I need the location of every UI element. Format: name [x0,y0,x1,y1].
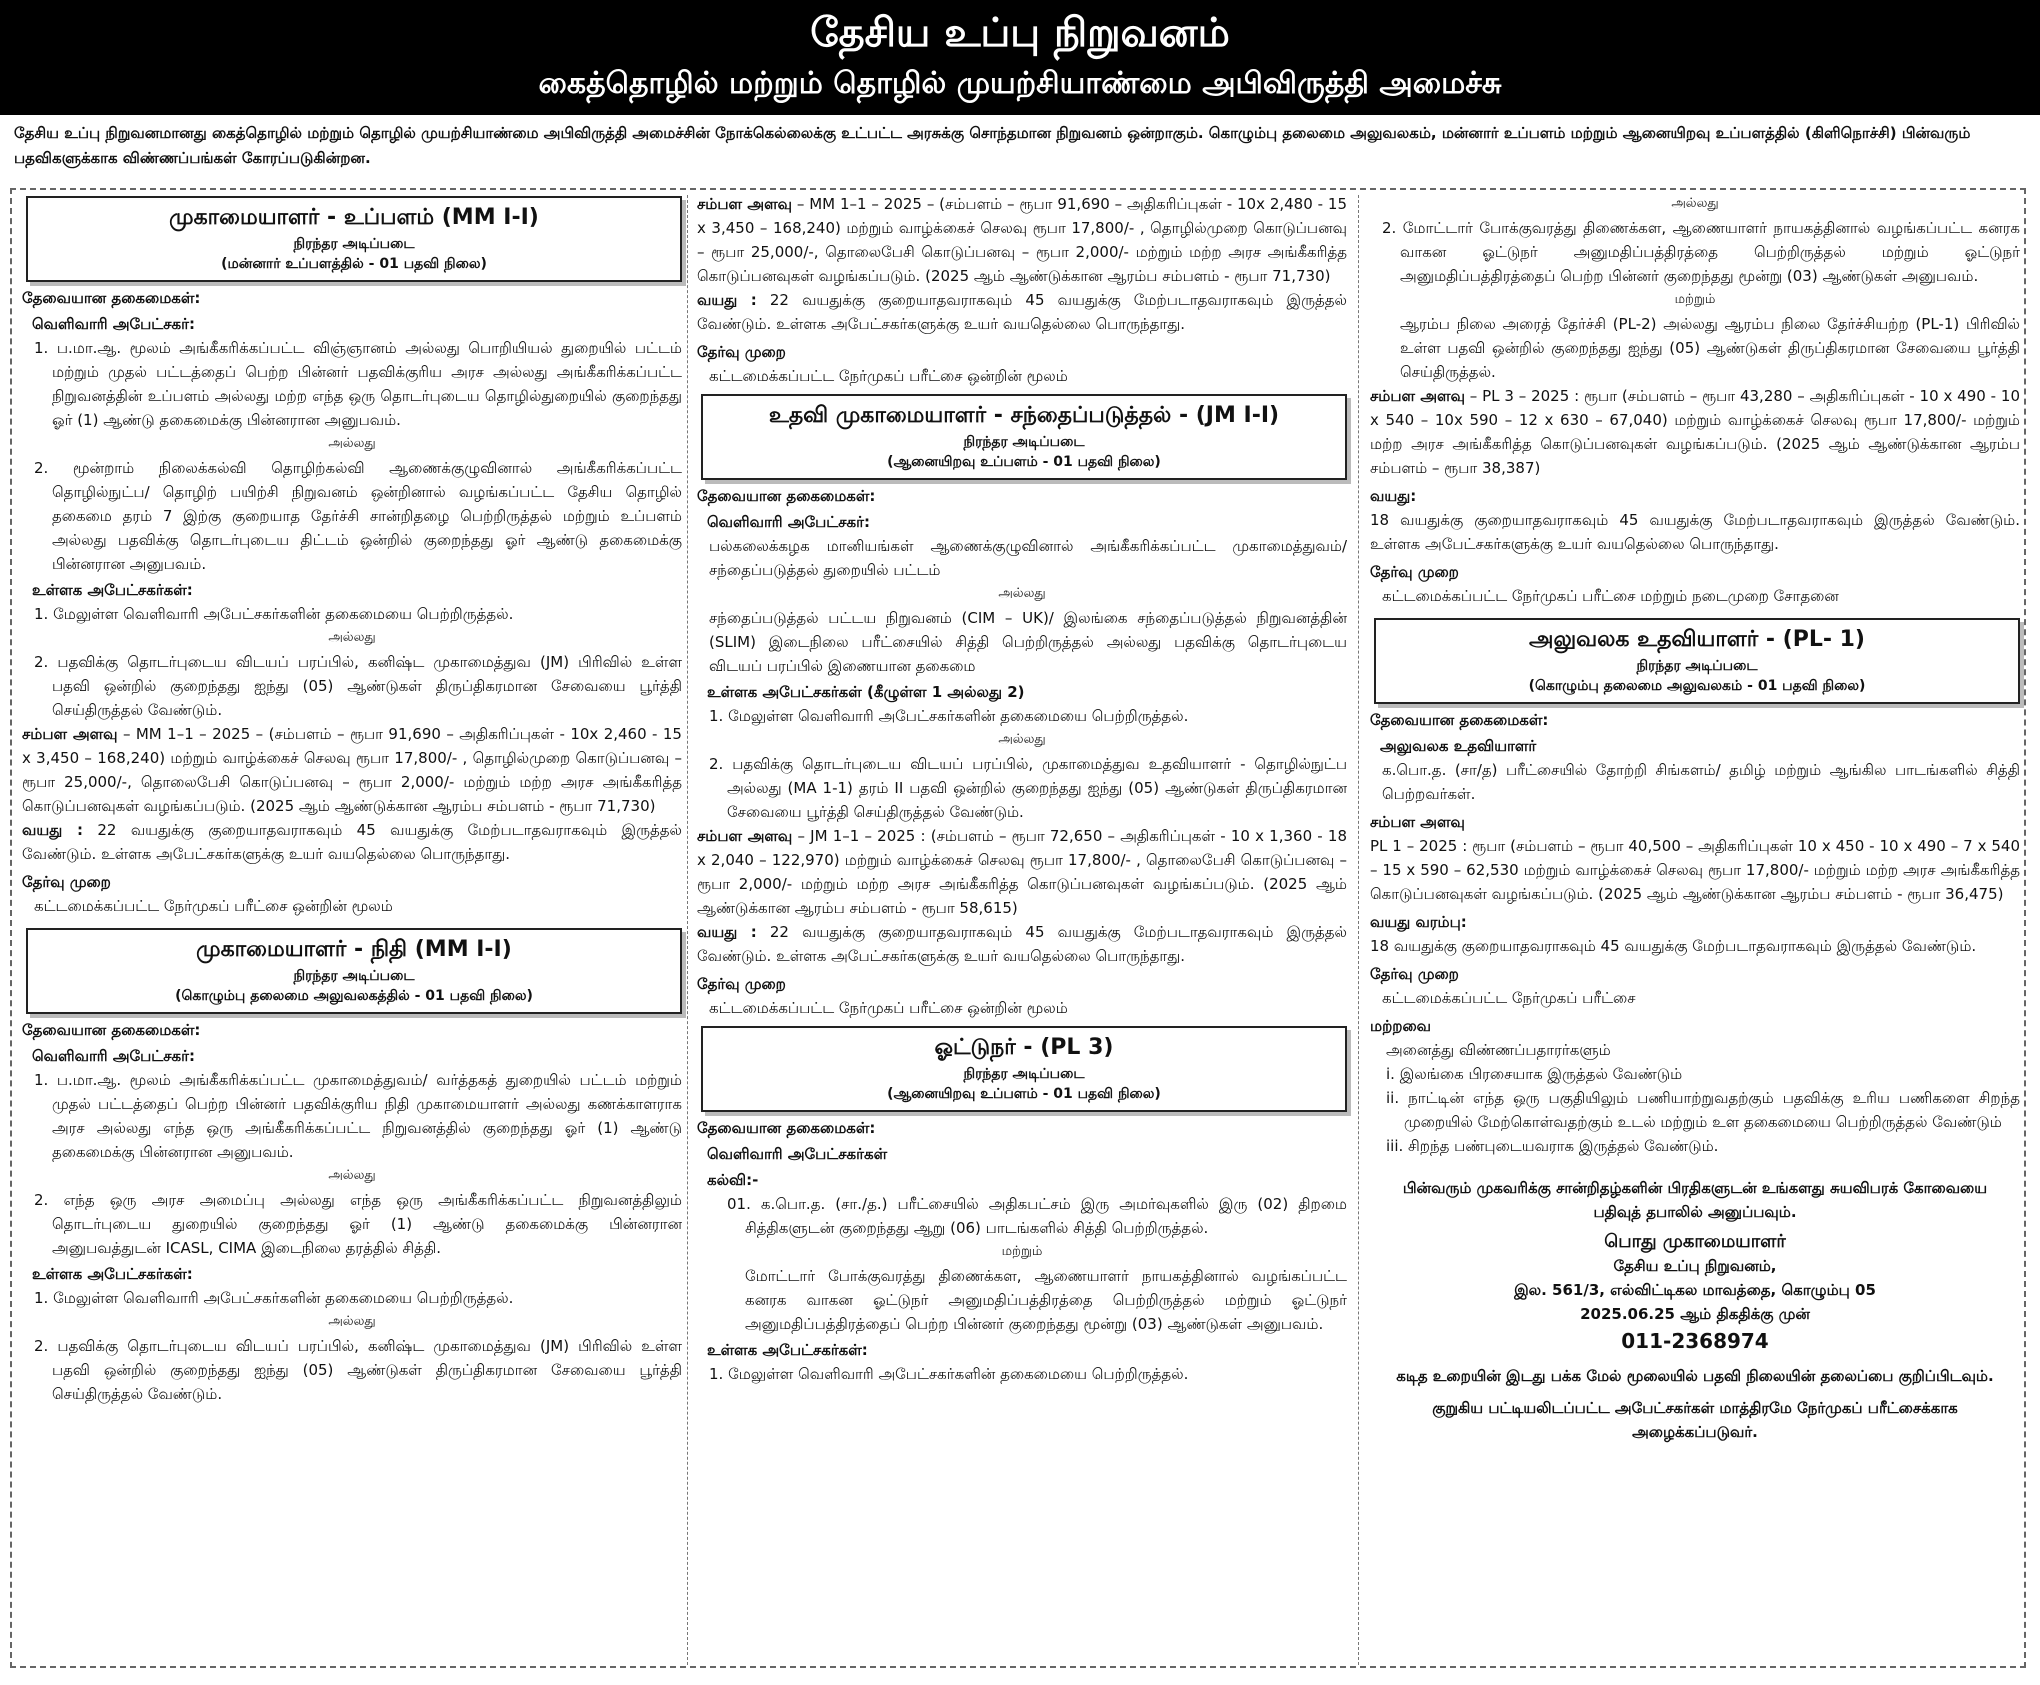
header-banner [0,0,2040,115]
label-office-assistant: அலுவலக உதவியாளர் [1380,737,1537,755]
label-internal: உள்ளக அபேட்சகர்கள்: [32,1265,193,1283]
selection-text: கட்டமைக்கப்பட்ட நேர்முகப் பரீட்சை ஒன்றின் மூலம் [34,897,393,915]
envelope-note: கடித உறையின் இடது பக்க மேல் மூலையில் பதவி நிலையின் தலைப்பை குறிப்பிடவும். [1396,1367,1994,1385]
label-required: தேவையான தகைமைகள்: [697,487,876,505]
or-text: அல்லது [328,630,376,645]
label-salary: சம்பள அளவு [22,725,118,743]
selection-text: கட்டமைக்கப்பட்ட நேர்முகப் பரீட்சை [1382,989,1636,1007]
qualification-item: 2. பதவிக்கு தொடர்புடைய விடயப் பரப்பில், கனிஷ்ட முகாமைத்துவ (JM) பிரிவில் உள்ள பதவி ஒன்றில் குறைந்தது ஐந்து (05) ஆண்டுகள் திருப்திகரமான சேவையை பூர்த்தி செய்திருத்தல் வேண்டும். [34,653,682,719]
ministry-title: கைத்தொழில் மற்றும் தொழில் முயற்சியாண்மை அபிவிருத்தி அமைச்சு [538,66,1502,101]
selection-text: கட்டமைக்கப்பட்ட நேர்முகப் பரீட்சை ஒன்றின் மூலம் [709,367,1068,385]
qualification-item: 2. மூன்றாம் நிலைக்கல்வி தொழிற்கல்வி ஆணைக்குழுவினால் அங்கீகரிக்கப்பட்ட தொழில்நுட்ப/ தொழிற் பயிற்சி நிறுவனம் ஒன்றினால் வழங்கப்பட்ட தேசிய தொழில் தகைமை தரம் 7 இற்கு குறையாத தேர்ச்சி சான்றிதழை பெற்றிருத்தல் மற்றும் உப்பளம் அல்லது பதவிக்கு தொடர்புடைய திட்டம் ஒன்றில் குறைந்தது ஓர் ஆண்டு தகைமைக்கு பின்னரான அனுபவம். [34,459,682,573]
and-text: மற்றும் [1674,292,1716,307]
post-box-driver [701,1026,1347,1112]
label-salary: சம்பள அளவு [697,195,792,213]
age-text: 22 வயதுக்கு குறையாதவராகவும் 45 வயதுக்கு மேற்படாதவராகவும் இருத்தல் வேண்டும். உள்ளக அபேட்சகர்களுக்கு உயர் வயதெல்லை பொருந்தாது. [22,821,682,863]
or-text: அல்லது [998,732,1046,747]
qualification-item: 1. மேலுள்ள வெளிவாரி அபேட்சகர்களின் தகைமையை பெற்றிருத்தல். [709,1365,1189,1383]
qualification-item: 1. ப.மா.ஆ. மூலம் அங்கீகரிக்கப்பட்ட முகாமைத்துவம்/ வர்த்தகத் துறையில் பட்டம் மற்றும் முதல் பட்டத்தைப் பெற்ற பின்னர் பதவிக்குரிய நிதி முகாமையாளர் அல்லது கணக்காளராக அரச அல்லது எந்த ஒரு அங்கீகரிக்கப்பட்ட நிறுவனத்தில் குறைந்தது ஓர் (1) ஆண்டு தகைமைக்கு பின்னரான அனுபவம். [34,1071,682,1161]
phone-number: 011-2368974 [1621,1329,1769,1353]
qualification-item: க.பொ.த. (சா/த) பரீட்சையில் தோற்றி சிங்களம்/ தமிழ் மற்றும் ஆங்கில பாடங்களில் சித்தி பெற்றவர்கள். [1382,761,2020,803]
post-basis: நிரந்தர அடிப்படை [293,968,415,984]
post-basis: நிரந்தர அடிப்படை [963,434,1085,450]
qualification-item: 1. மேலுள்ள வெளிவாரி அபேட்சகர்களின் தகைமையை பெற்றிருத்தல். [34,605,514,623]
org-title: தேசிய உப்பு நிறுவனம் [810,10,1230,56]
post-box-office-assistant [1374,618,2020,704]
column-divider [1358,195,1359,1665]
or-text: அல்லது [328,436,376,451]
label-selection: தேர்வு முறை [22,873,111,891]
label-external: வெளிவாரி அபேட்சகர்: [707,513,870,531]
salary-text: – JM 1–1 – 2025 : (சம்பளம் – ரூபா 72,650 – அதிகரிப்புகள் - 10 x 1,360 - 18 x 2,040 – 122,970) மற்றும் வாழ்க்கைச் செலவு ரூபா 17,800/- , தொலைபேசி கொடுப்பனவு – ரூபா 2,000/- மற்றும் மற்ற அரச அங்கீகரித்த கொடுப்பனவுகள் வழங்கப்படும். (2025 ஆம் ஆண்டுக்கான ஆரம்ப சம்பளம் - ரூபா 58,615) [697,827,1347,917]
qualification-item: பல்கலைக்கழக மானியங்கள் ஆணைக்குழுவினால் அங்கீகரிக்கப்பட்ட முகாமைத்துவம்/ சந்தைப்படுத்தல் துறையில் பட்டம் [709,537,1347,579]
address-org: தேசிய உப்பு நிறுவனம், [1613,1257,1777,1275]
column-2 [697,192,1347,1386]
address-title: பொது முகாமையாளர் [1604,1231,1786,1252]
post-location: (ஆனையிறவு உப்பளம் - 01 பதவி நிலை) [887,1086,1161,1102]
label-selection: தேர்வு முறை [697,975,786,993]
post-basis: நிரந்தர அடிப்படை [1636,658,1758,674]
age-text: 22 வயதுக்கு குறையாதவராகவும் 45 வயதுக்கு மேற்படாதவராகவும் இருத்தல் வேண்டும். உள்ளக அபேட்சகர்களுக்கு உயர் வயதெல்லை பொருந்தாது. [697,923,1347,965]
selection-text: கட்டமைக்கப்பட்ட நேர்முகப் பரீட்சை ஒன்றின் மூலம் [709,999,1068,1017]
other-item: iii. சிறந்த பண்புடையவராக இருத்தல் வேண்டும். [1386,1137,1719,1155]
qualification-item: சந்தைப்படுத்தல் பட்டய நிறுவனம் (CIM – UK)/ இலங்கை சந்தைப்படுத்தல் நிறுவனத்தின் (SLIM) இடைநிலை பரீட்சையில் சித்தி பெற்றிருத்தல் அல்லது பதவிக்கு தொடர்புடைய விடயப் பரப்பில் இணையான தகைமை [709,609,1347,675]
other-item: அனைத்து விண்ணப்பதாரர்களும் [1386,1041,1611,1059]
label-required: தேவையான தகைமைகள்: [22,1021,201,1039]
post-title: முகாமையாளர் - நிதி (MM I-I) [196,937,512,962]
column-1 [22,192,682,1406]
label-age: வயது : [22,821,84,839]
deadline-text: 2025.06.25 ஆம் திகதிக்கு முன் [1580,1305,1810,1323]
label-selection: தேர்வு முறை [697,343,786,361]
column-divider [687,195,688,1665]
post-location: (மன்னார் உப்பளத்தில் - 01 பதவி நிலை) [221,256,487,272]
post-box-manager-saltern [26,196,682,282]
or-text: அல்லது [328,1168,376,1183]
selection-text: கட்டமைக்கப்பட்ட நேர்முகப் பரீட்சை மற்றும் நடைமுறை சோதனை [1382,587,1839,605]
label-selection: தேர்வு முறை [1370,965,1459,983]
qualification-item: 1. மேலுள்ள வெளிவாரி அபேட்சகர்களின் தகைமையை பெற்றிருத்தல். [34,1289,514,1307]
label-external: வெளிவாரி அபேட்சகர்: [32,315,195,333]
or-text: அல்லது [998,586,1046,601]
or-text: அல்லது [328,1314,376,1329]
label-internal: உள்ளக அபேட்சகர்கள்: [707,1341,868,1359]
label-required: தேவையான தகைமைகள்: [1370,711,1549,729]
label-salary: சம்பள அளவு [1370,813,1465,831]
post-location: (கொழும்பு தலைமை அலுவலகம் - 01 பதவி நிலை) [1528,678,1866,694]
label-external: வெளிவாரி அபேட்சகர்கள் [707,1145,888,1163]
or-text: அல்லது [1671,196,1719,211]
apply-instructions: பின்வரும் முகவரிக்கு சான்றிதழ்களின் பிரதிகளுடன் உங்களது சுயவிபரக் கோவையை பதிவுத் தபாலில் அனுப்பவும். [1402,1179,1988,1221]
post-basis: நிரந்தர அடிப்படை [963,1066,1085,1082]
label-age-limit: வயது வரம்பு: [1370,913,1467,931]
post-title: உதவி முகாமையாளர் - சந்தைப்படுத்தல் - (JM I-I) [768,403,1280,428]
label-required: தேவையான தகைமைகள்: [22,289,201,307]
post-box-manager-finance [26,928,682,1014]
qualification-item: 2. பதவிக்கு தொடர்புடைய விடயப் பரப்பில், கனிஷ்ட முகாமைத்துவ (JM) பிரிவில் உள்ள பதவி ஒன்றில் குறைந்தது ஐந்து (05) ஆண்டுகள் திருப்திகரமான சேவையை பூர்த்தி செய்திருத்தல் வேண்டும். [34,1337,682,1403]
post-box-assistant-manager-marketing [701,394,1347,480]
qualification-item: 2. எந்த ஒரு அரச அமைப்பு அல்லது எந்த ஒரு அங்கீகரிக்கப்பட்ட நிறுவனத்திலும் தொடர்புடைய துறையில் குறைந்தது ஓர் (1) ஆண்டு தகைமைக்கு பின்னரான அனுபவத்துடன் ICASL, CIMA இடைநிலை தரத்தில் சித்தி. [34,1191,682,1257]
post-title: அலுவலக உதவியாளர் - (PL- 1) [1529,627,1865,652]
age-text: 18 வயதுக்கு குறையாதவராகவும் 45 வயதுக்கு மேற்படாதவராகவும் இருத்தல் வேண்டும். [1370,937,1977,955]
label-age: வயது: [1370,487,1417,505]
column-3 [1370,192,2020,1444]
and-text: மற்றும் [1001,1244,1043,1259]
salary-text: PL 1 – 2025 : ரூபா (சம்பளம் – ரூபா 40,500 – அதிகரிப்புகள் 10 x 450 - 10 x 490 – 7 x 540 – 15 x 590 – 62,530 மற்றும் வாழ்க்கைச் செலவு ரூபா 17,800/- மற்றும் மற்ற அரச அங்கீகரித்த கொடுப்பனவுகள் வழங்கப்படும். (2025 ஆம் ஆண்டுக்கான ஆரம்ப சம்பளம் - ரூபா 36,475) [1370,837,2020,903]
post-title: ஓட்டுநர் - (PL 3) [934,1035,1114,1060]
other-item: i. இலங்கை பிரசையாக இருத்தல் வேண்டும் [1386,1065,1683,1083]
label-education: கல்வி:- [707,1171,759,1189]
qualification-item: 1. ப.மா.ஆ. மூலம் அங்கீகரிக்கப்பட்ட விஞ்ஞானம் அல்லது பொறியியல் துறையில் பட்டம் மற்றும் முதல் பட்டத்தைப் பெற்ற பின்னர் பதவிக்குரிய அரச அல்லது அங்கீகரிக்கப்பட்ட நிறுவனத்தின் உப்பளம் அல்லது மற்ற எந்த ஒரு தொடர்புடைய தொழில்துறையில் குறைந்தது ஓர் (1) ஆண்டு தகைமைக்கு பின்னரான அனுபவம். [34,339,682,429]
label-salary: சம்பள அளவு [697,827,793,845]
qualification-item: மோட்டார் போக்குவரத்து திணைக்கள, ஆணையாளர் நாயகத்தினால் வழங்கப்பட்ட கனரக வாகன ஓட்டுநர் அனுமதிப்பத்திரத்தை பெற்றிருத்தல் மற்றும் ஓட்டுநர் அனுமதிப்பத்திரத்தைப் பெற்ற பின்னர் குறைந்தது மூன்று (03) ஆண்டுகள் அனுபவம். [745,1267,1347,1333]
salary-text: – MM 1–1 – 2025 – (சம்பளம் – ரூபா 91,690 – அதிகரிப்புகள் - 10x 2,460 - 15 x 3,450 – 168,240) மற்றும் வாழ்க்கைச் செலவு ரூபா 17,800/- , தொழில்முறை கொடுப்பனவு – ரூபா 25,000/-, தொலைபேசி கொடுப்பனவு – ரூபா 2,000/- மற்றும் மற்ற அரச அங்கீகரித்த கொடுப்பனவுகள் வழங்கப்படும். (2025 ஆம் ஆண்டுக்கான ஆரம்ப சம்பளம் - ரூபா 71,730) [22,725,682,815]
label-other: மற்றவை [1370,1017,1432,1035]
post-location: (கொழும்பு தலைமை அலுவலகத்தில் - 01 பதவி நிலை) [175,988,533,1004]
shortlist-note: குறுகிய பட்டியலிடப்பட்ட அபேட்சகர்கள் மாத்திரமே நேர்முகப் பரீட்சைக்காக அழைக்கப்படுவர். [1432,1399,1958,1441]
label-age: வயது : [697,923,757,941]
post-basis: நிரந்தர அடிப்படை [293,236,415,252]
age-text: 22 வயதுக்கு குறையாதவராகவும் 45 வயதுக்கு மேற்படாதவராகவும் இருத்தல் வேண்டும். உள்ளக அபேட்சகர்களுக்கு உயர் வயதெல்லை பொருந்தாது. [697,291,1347,333]
qualification-item: 01. க.பொ.த. (சா./த.) பரீட்சையில் அதிகபட்சம் இரு அமர்வுகளில் இரு (02) திறமை சித்திகளுடன் குறைந்தது ஆறு (06) பாடங்களில் சித்தி பெற்றிருத்தல். [727,1195,1347,1237]
label-required: தேவையான தகைமைகள்: [697,1119,876,1137]
qualification-item: 2. பதவிக்கு தொடர்புடைய விடயப் பரப்பில், முகாமைத்துவ உதவியாளர் - தொழில்நுட்ப அல்லது (MA 1-1) தரம் II பதவி ஒன்றில் குறைந்தது ஐந்து (05) ஆண்டுகள் திருப்திகரமான சேவையை பூர்த்தி செய்திருத்தல் வேண்டும். [709,755,1347,821]
qualification-item: 2. மோட்டார் போக்குவரத்து திணைக்கள, ஆணையாளர் நாயகத்தினால் வழங்கப்பட்ட கனரக வாகன ஓட்டுநர் அனுமதிப்பத்திரத்தை பெற்றிருத்தல் மற்றும் ஓட்டுநர் அனுமதிப்பத்திரத்தைப் பெற்ற பின்னர் குறைந்தது மூன்று (03) ஆண்டுகள் அனுபவம். [1382,219,2020,285]
qualification-item: 1. மேலுள்ள வெளிவாரி அபேட்சகர்களின் தகைமையை பெற்றிருத்தல். [709,707,1189,725]
label-external: வெளிவாரி அபேட்சகர்: [32,1047,195,1065]
intro-text: தேசிய உப்பு நிறுவனமானது கைத்தொழில் மற்றும் தொழில் முயற்சியாண்மை அபிவிருத்தி அமைச்சின் நோக்கெல்லைக்கு உட்பட்ட அரசுக்கு சொந்தமான நிறுவனம் ஒன்றாகும். கொழும்பு தலைமை அலுவலகம், மன்னார் உப்பளம் மற்றும் ஆனையிறவு உப்பளத்தில் (கிளிநொச்சி) பின்வரும் பதவிகளுக்காக விண்ணப்பங்கள் கோரப்படுகின்றன. [14,124,1971,167]
label-age: வயது : [697,291,757,309]
label-salary: சம்பள அளவு [1370,387,1465,405]
salary-text: – PL 3 – 2025 : ரூபா (சம்பளம் – ரூபா 43,280 – அதிகரிப்புகள் - 10 x 490 - 10 x 540 – 10x 590 – 12 x 630 – 67,040) மற்றும் வாழ்க்கைச் செலவு ரூபா 17,800/- மற்றும் மற்ற அரச அங்கீகரித்த கொடுப்பனவுகள் வழங்கப்படும். (2025 ஆம் ஆண்டுக்கான ஆரம்ப சம்பளம் – ரூபா 38,387) [1370,387,2020,477]
label-internal: உள்ளக அபேட்சகர்கள் (கீழுள்ள 1 அல்லது 2) [707,683,1025,701]
label-internal: உள்ளக அபேட்சகர்கள்: [32,581,193,599]
qualification-item: ஆரம்ப நிலை அரைத் தேர்ச்சி (PL-2) அல்லது ஆரம்ப நிலை தேர்ச்சியற்ற (PL-1) பிரிவில் உள்ள பதவி ஒன்றில் குறைந்தது ஐந்து (05) ஆண்டுகள் திருப்திகரமான சேவையை பூர்த்தி செய்திருத்தல். [1400,315,2020,381]
salary-text: – MM 1–1 – 2025 – (சம்பளம் – ரூபா 91,690 – அதிகரிப்புகள் - 10x 2,480 - 15 x 3,450 – 168,240) மற்றும் வாழ்க்கைச் செலவு ரூபா 17,800/- , தொழில்முறை கொடுப்பனவு – ரூபா 25,000/-, தொலைபேசி கொடுப்பனவு – ரூபா 2,000/- மற்றும் மற்ற அரச அங்கீகரித்த கொடுப்பனவுகள் வழங்கப்படும். (2025 ஆம் ஆண்டுக்கான ஆரம்ப சம்பளம் - ரூபா 71,730) [697,195,1347,285]
address-line: இல. 561/3, எல்விட்டிகல மாவத்தை, கொழும்பு 05 [1514,1281,1876,1299]
post-title: முகாமையாளர் - உப்பளம் (MM I-I) [169,205,539,230]
post-location: (ஆனையிறவு உப்பளம் - 01 பதவி நிலை) [887,454,1161,470]
age-text: 18 வயதுக்கு குறையாதவராகவும் 45 வயதுக்கு மேற்படாதவராகவும் இருத்தல் வேண்டும். உள்ளக அபேட்சகர்களுக்கு உயர் வயதெல்லை பொருந்தாது. [1370,511,2020,553]
label-selection: தேர்வு முறை [1370,563,1459,581]
other-item: ii. நாட்டின் எந்த ஒரு பகுதியிலும் பணியாற்றுவதற்கும் பதவிக்கு உரிய பணிகளை சிறந்த முறையில் மேற்கொள்வதற்கும் உடல் மற்றும் உள தகைமையை பெற்றிருத்தல் வேண்டும் [1386,1089,2020,1131]
